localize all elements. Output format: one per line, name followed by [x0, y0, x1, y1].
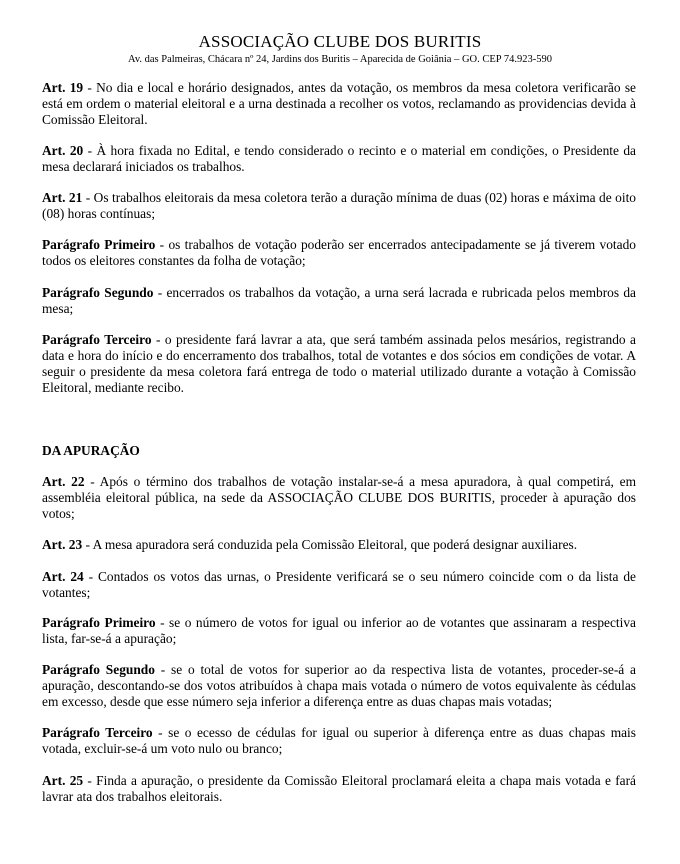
section-heading: [42, 443, 636, 459]
paragraph-label: Parágrafo Segundo: [42, 285, 154, 300]
paragraph-text: - se o número de votos for igual ou inferior ao de votantes que assinaram a respectiva lista, far-se-á a apuração;: [42, 615, 636, 646]
paragraph-second-apuracao: [42, 662, 636, 710]
article-label: Art. 24: [42, 569, 84, 584]
paragraph-label: Parágrafo Terceiro: [42, 725, 153, 740]
paragraph-first: [42, 237, 636, 269]
letterhead: [0, 32, 680, 67]
article-text: - A mesa apuradora será conduzida pela Comissão Eleitoral, que poderá designar auxiliares.: [82, 537, 578, 552]
paragraph-third: [42, 332, 636, 396]
paragraph-third-apuracao: [42, 725, 636, 757]
paragraph-text: - se o total de votos for superior ao da respectiva lista de votantes, proceder-se-á a apuração, descontando-se dos votos atribuídos à chapa mais votada o número de votos equivalente às cédulas em excesso, desde que esse número seja inferior a diferença entre as duas chapas mais votadas;: [42, 662, 636, 709]
article-24: [42, 569, 636, 601]
article-label: Art. 23: [42, 537, 83, 552]
article-19: [42, 80, 636, 128]
article-label: Art. 20: [42, 143, 84, 158]
article-text: - No dia e local e horário designados, antes da votação, os membros da mesa coletora verificarão se está em ordem o material eleitoral e a urna destinada a recolher os votos, reclamando as providencias devida à Comissão Eleitoral.: [42, 80, 636, 127]
article-22: [42, 474, 636, 522]
organization-name: ASSOCIAÇÃO CLUBE DOS BURITIS: [198, 32, 482, 51]
article-label: Art. 25: [42, 773, 84, 788]
article-text: - Finda a apuração, o presidente da Comissão Eleitoral proclamará eleita a chapa mais votada e fará lavrar ata dos trabalhos eleitorais.: [42, 773, 636, 804]
article-text: - Os trabalhos eleitorais da mesa coletora terão a duração mínima de duas (02) horas e máxima de oito (08) horas contínuas;: [42, 190, 636, 221]
paragraph-text: - se o ecesso de cédulas for igual ou superior à diferença entre as duas chapas mais votada, excluir-se-á um voto nulo ou branco;: [42, 725, 636, 756]
article-label: Art. 22: [42, 474, 85, 489]
article-21: [42, 190, 636, 222]
paragraph-label: Parágrafo Primeiro: [42, 615, 156, 630]
paragraph-text: - o presidente fará lavrar a ata, que será também assinada pelos mesários, registrando a data e hora do início e do encerramento dos trabalhos, total de votantes e dos sócios em condições de votar. A seguir o presidente da mesa coletora fará entrega de todo o material utilizado durante a votação à Comissão Eleitoral, mediante recibo.: [42, 332, 636, 395]
article-20: [42, 143, 636, 175]
article-text: - À hora fixada no Edital, e tendo considerado o recinto e o material em condições, o Presidente da mesa declarará iniciados os trabalhos.: [42, 143, 636, 174]
article-25: [42, 773, 636, 805]
paragraph-label: Parágrafo Primeiro: [42, 237, 156, 252]
article-text: - Após o término dos trabalhos de votação instalar-se-á a mesa apuradora, à qual competirá, em assembléia eleitoral pública, na sede da ASSOCIAÇÃO CLUBE DOS BURITIS, proceder à apuração dos votos;: [42, 474, 636, 521]
article-label: Art. 21: [42, 190, 83, 205]
paragraph-label: Parágrafo Segundo: [42, 662, 155, 677]
article-label: Art. 19: [42, 80, 84, 95]
organization-address: Av. das Palmeiras, Chácara nº 24, Jardins dos Buritis – Aparecida de Goiânia – GO. CEP 74.923-590: [128, 54, 552, 65]
paragraph-first-apuracao: [42, 615, 636, 647]
paragraph-second: [42, 285, 636, 317]
article-text: - Contados os votos das urnas, o Presidente verificará se o seu número coincide com o da lista de votantes;: [42, 569, 636, 600]
section-title: DA APURAÇÃO: [42, 443, 140, 458]
paragraph-label: Parágrafo Terceiro: [42, 332, 152, 347]
paragraph-text: - os trabalhos de votação poderão ser encerrados antecipadamente se já tiverem votado todos os eleitores constantes da folha de votação;: [42, 237, 636, 268]
article-23: [42, 537, 636, 553]
paragraph-text: - encerrados os trabalhos da votação, a urna será lacrada e rubricada pelos membros da mesa;: [42, 285, 636, 316]
